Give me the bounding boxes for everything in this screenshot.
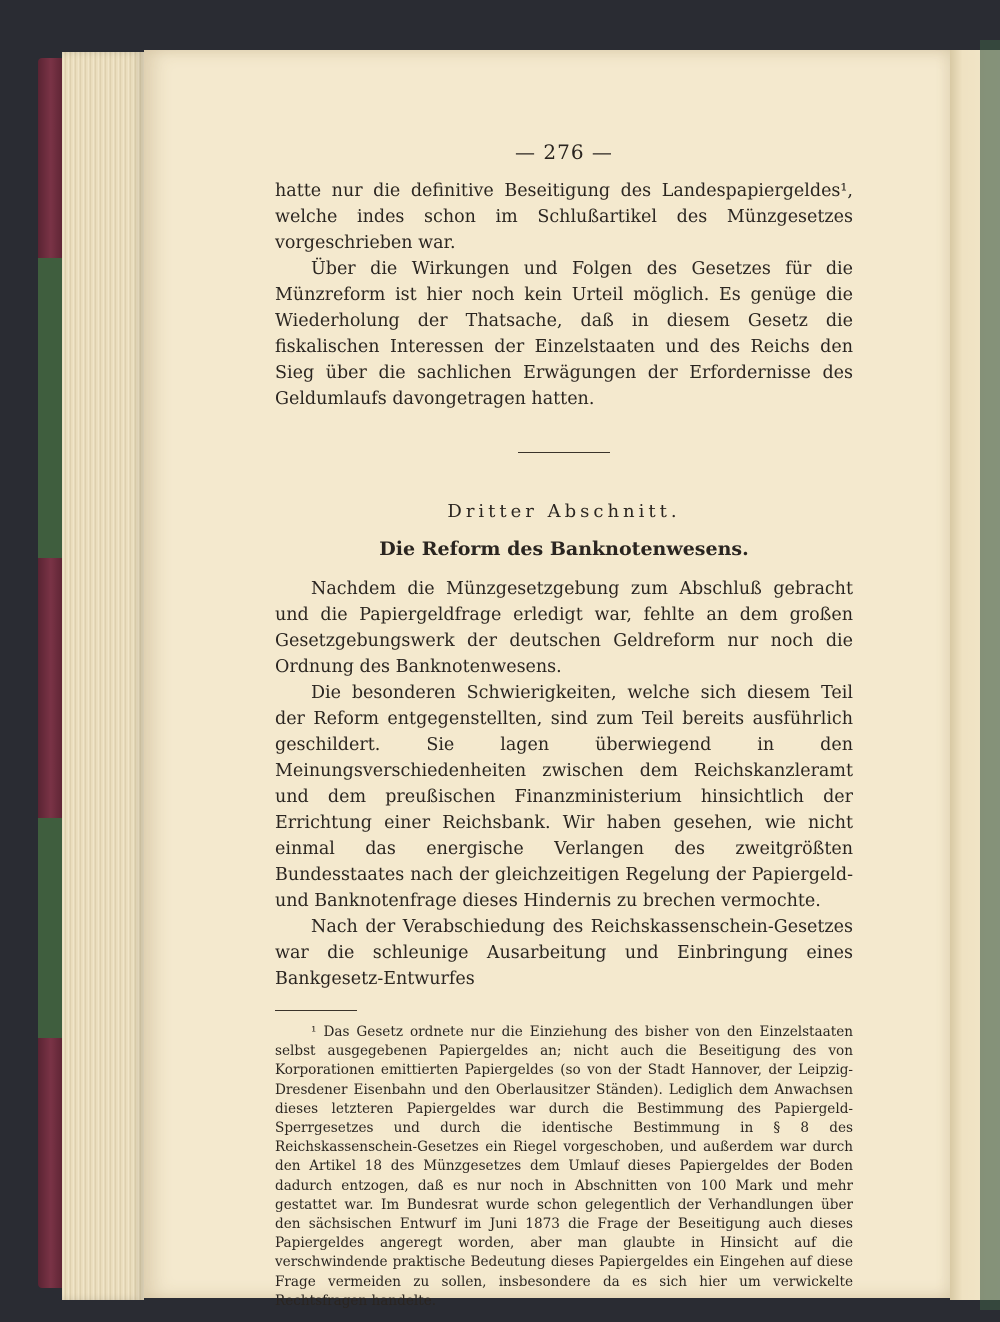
page-stack-edge [62, 52, 144, 1300]
section-heading: Dritter Abschnitt. [447, 501, 681, 522]
paragraph-section-intro: Nachdem die Münzgesetzgebung zum Abschluß gebracht und die Papiergeldfrage erledigt war, fehlte an dem großen Gesetzgebungswerk der deutschen Geldreform nur noch die Ordnung des Banknotenwesens. [275, 579, 853, 677]
footnote-divider [275, 1010, 357, 1011]
paragraph-difficulties: Die besonderen Schwierigkeiten, welche sich diesem Teil der Reform entgegenstellten, sind zum Teil bereits ausführlich geschildert. Sie lagen überwiegend in den Meinungsverschiedenheiten zwischen dem Reichskanzleramt und dem preußischen Finanzministerium hinsichtlich der Errichtung einer Reichsbank. Wir haben gesehen, wie nicht einmal das energische Verlangen des zweitgrößten Bundesstaates nach der gleichzeitigen Regelung der Papiergeld- und Banknotenfrage dieses Hindernis zu brechen vermochte. [275, 683, 853, 911]
paragraph-after-law: Nach der Verabschiedung des Reichskassenschein-Gesetzes war die schleunige Ausarbeitung und Einbringung eines Bankgesetz-Entwurfes [275, 917, 853, 989]
section-divider [518, 452, 610, 453]
page-number: — 276 — [515, 140, 613, 164]
footnote: ¹ Das Gesetz ordnete nur die Einziehung des bisher von den Einzelstaaten selbst ausgegebenen Papiergeldes an; nicht auch die Beseitigung des von Korporationen emittierten Papiergeldes (so von der Stadt Hannover, der Leipzig-Dresdener Eisenbahn und den Oberlausitzer Ständen). Lediglich dem Anwachsen dieses letzteren Papiergeldes war durch die Bestimmung des Papiergeld-Sperrgesetzes und durch die identische Bestimmung in § 8 des Reichskassenschein-Gesetzes ein Riegel vorgeschoben, und außerdem war durch den Artikel 18 des Münzgesetzes dem Umlauf dieses Papiergeldes der Boden dadurch entzogen, daß es nur noch in Abschnitten von 100 Mark und mehr gestattet war. Im Bundesrat wurde schon gelegentlich der Verhandlungen über den sächsischen Entwurf im Juni 1873 die Frage der Beseitigung auch dieses Papiergeldes angeregt worden, aber man glaubte in Hinsicht auf die verschwindende praktische Bedeutung dieses Papiergeldes ein Eingehen auf diese Frage vermeiden zu sollen, insbesondere da es sich hier um verwickelte Rechtsfragen handelte. [275, 1024, 853, 1309]
paragraph-effects: Über die Wirkungen und Folgen des Gesetzes für die Münzreform ist hier noch kein Urteil möglich. Es genüge die Wiederholung der Thatsache, daß in diesem Gesetz die fiskalischen Interessen der Einzelstaaten und des Reichs den Sieg über die sachlichen Erwägungen der Erfordernisse des Geldumlaufs davongetragen hatten. [275, 259, 853, 409]
paragraph-continuation: hatte nur die definitive Beseitigung des Landespapiergeldes¹, welche indes schon im Schlußartikel des Münzgesetzes vorgeschrieben war. [275, 181, 853, 253]
section-title: Die Reform des Banknotenwesens. [379, 538, 749, 560]
right-cover-edge [980, 40, 1000, 1310]
page-text-block [275, 140, 853, 1311]
